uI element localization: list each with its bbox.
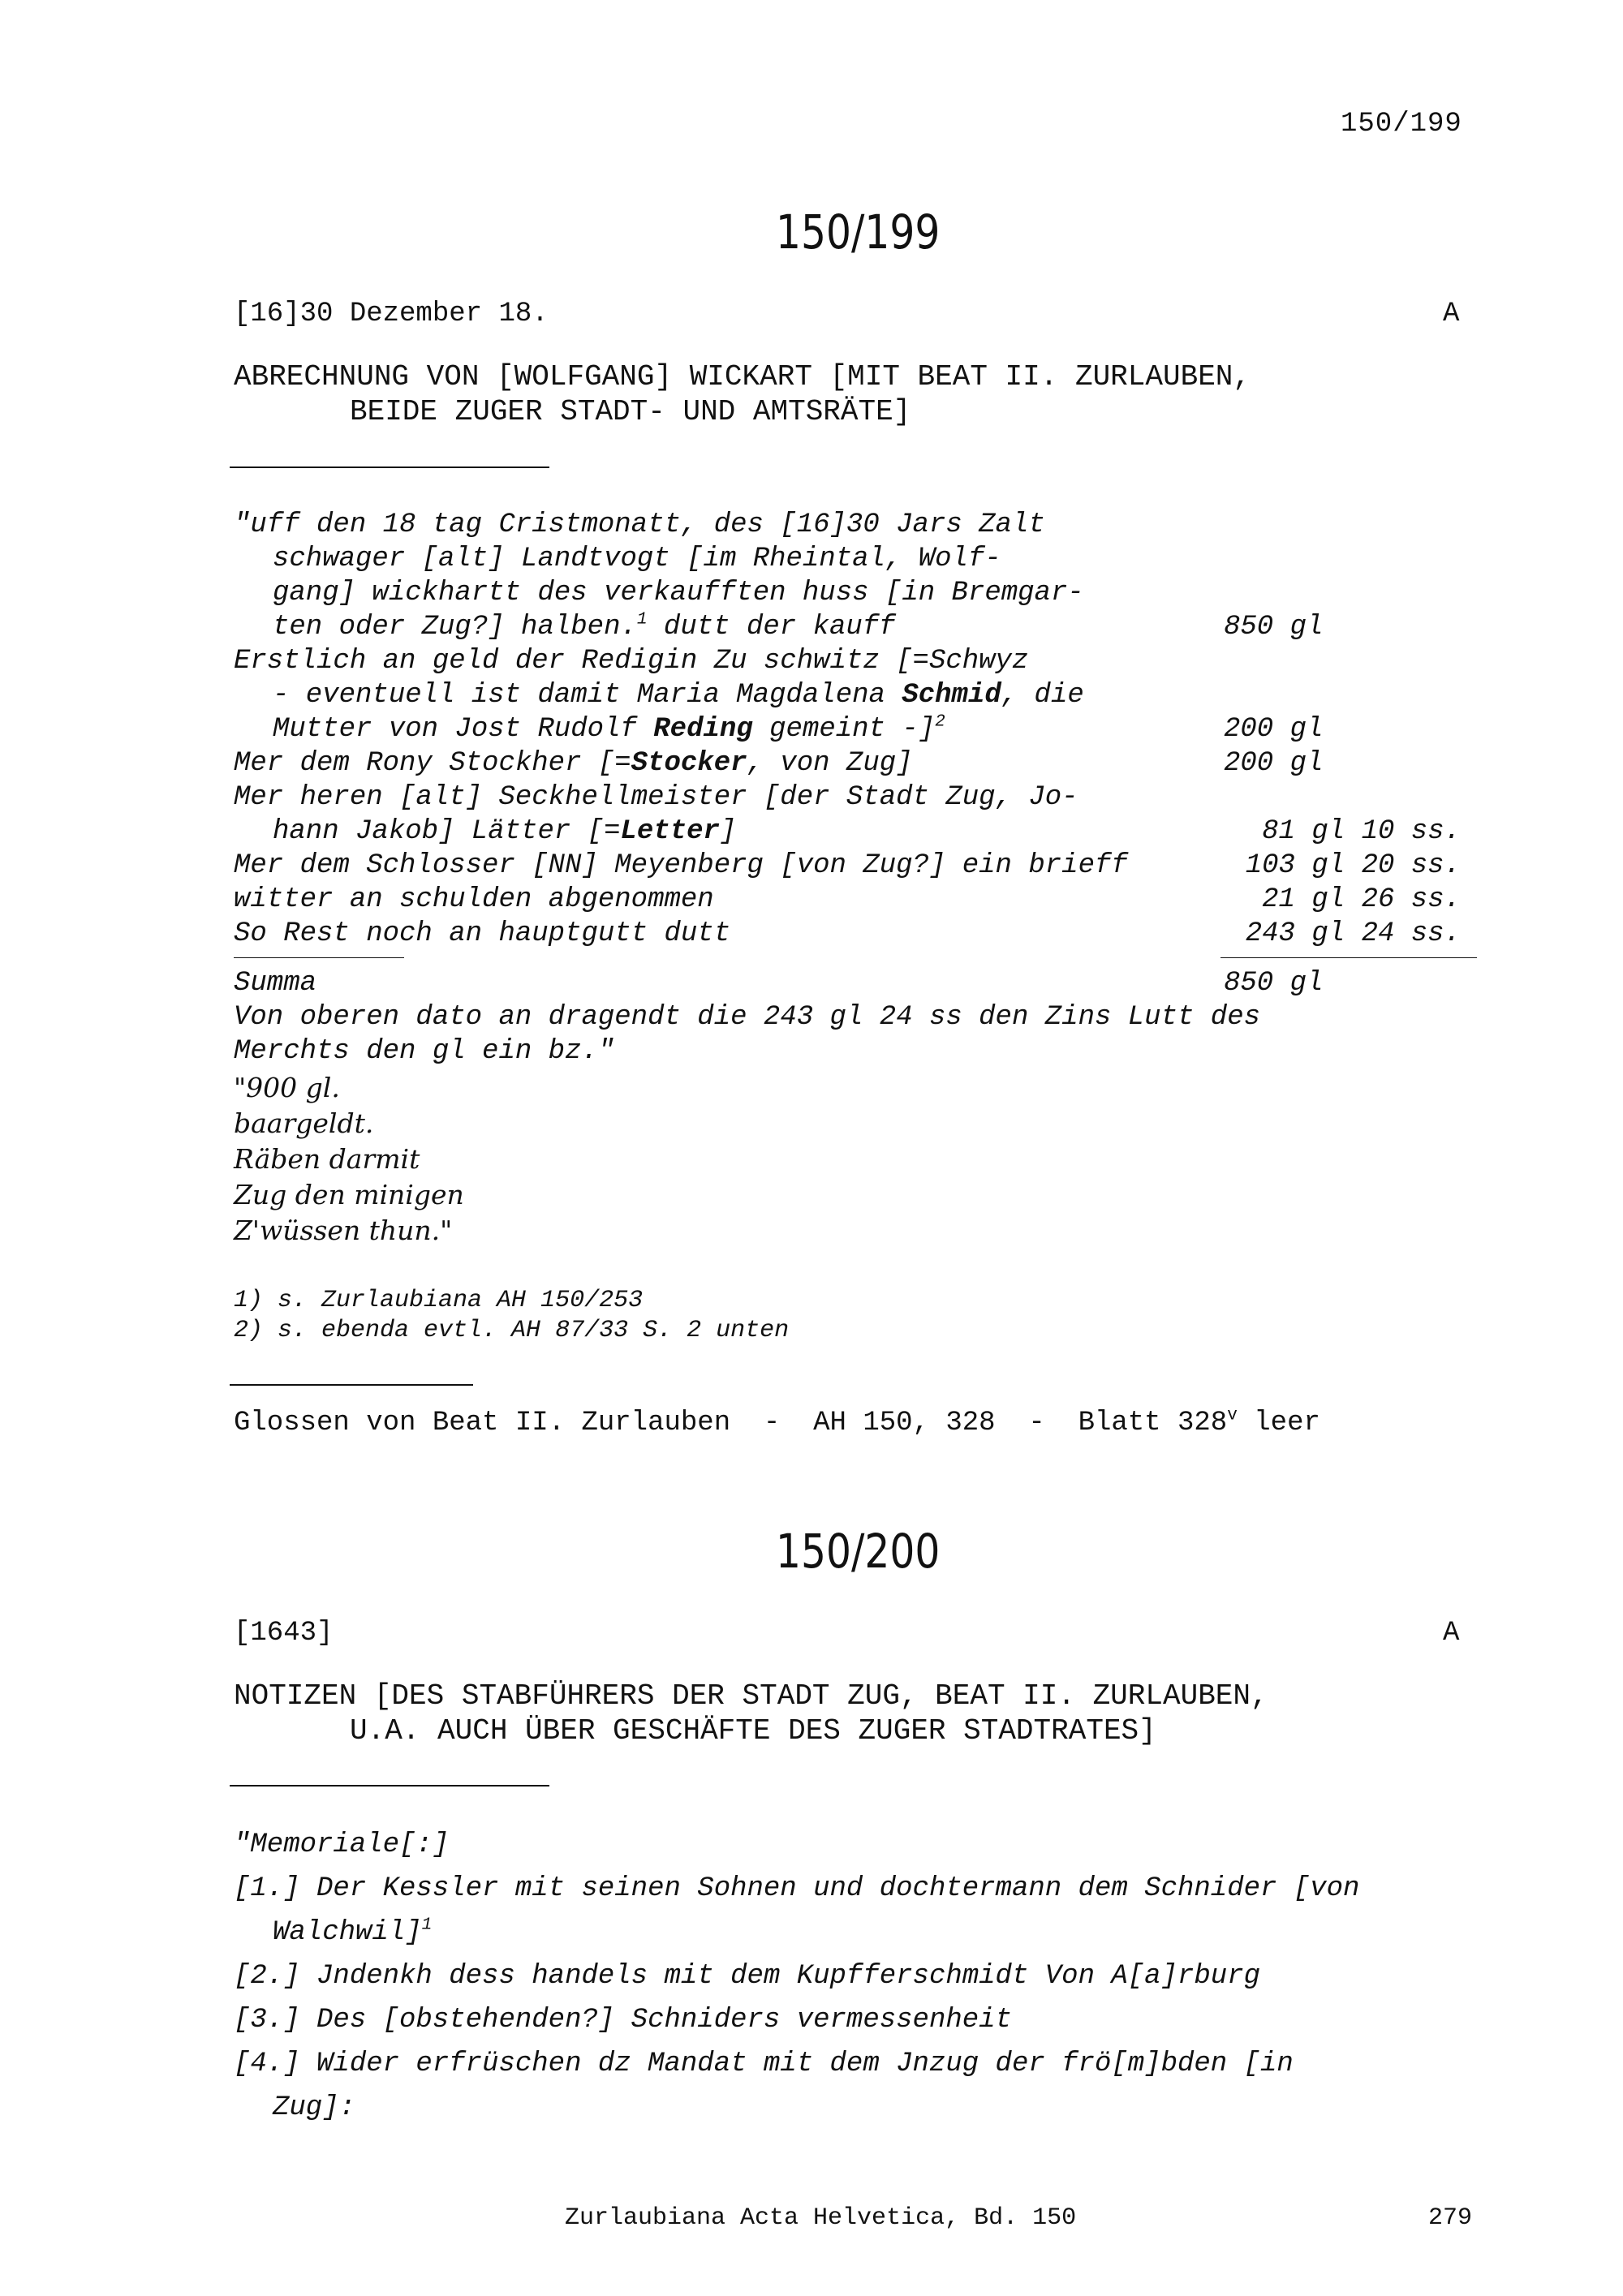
footer-title: Zurlaubiana Acta Helvetica, Bd. 150 bbox=[565, 2204, 1077, 2232]
amount: 850 gl bbox=[1224, 968, 1324, 999]
amount: 200 gl bbox=[1224, 748, 1324, 779]
text-line: ten oder Zug?] halben.$^1$ dutt der kauff bbox=[273, 609, 896, 643]
running-head: 150/199 bbox=[1341, 109, 1462, 140]
text-line: Mutter von Jost Rudolf Reding gemeint -]$^2$ bbox=[273, 712, 945, 745]
amount: 243 gl 24 ss. bbox=[1245, 918, 1461, 949]
entry-title-line-1: NOTIZEN [DES STABFÜHRERS DER STADT ZUG, BEAT II. ZURLAUBEN, bbox=[234, 1679, 1268, 1713]
text-line: Zug]: bbox=[273, 2092, 356, 2123]
amount: 200 gl bbox=[1224, 714, 1324, 745]
footnote: 1) s. Zurlaubiana AH 150/253 bbox=[234, 1287, 644, 1314]
text-line: - eventuell ist damit Maria Magdalena Schmid, die bbox=[273, 680, 1084, 711]
handwritten-line: Räben darmit bbox=[234, 1143, 420, 1175]
text-line: Walchwil]$^1$ bbox=[273, 1915, 433, 1948]
page-number: 279 bbox=[1428, 2204, 1473, 2232]
text-line: [4.] Wider erfrüschen dz Mandat mit dem Jnzug der frö[m]bden [in bbox=[234, 2049, 1294, 2079]
text-line: schwager [alt] Landtvogt [im Rheintal, Wolf- bbox=[273, 544, 1001, 574]
source-note: Glossen von Beat II. Zurlauben - AH 150, 328 - Blatt 328$^v$ leer bbox=[234, 1405, 1320, 1438]
text-line: Von oberen dato an dragendt die 243 gl 24 ss den Zins Lutt des bbox=[234, 1002, 1261, 1033]
text-line: So Rest noch an hauptgutt dutt bbox=[234, 918, 731, 949]
amount: 81 gl 10 ss. bbox=[1262, 816, 1461, 847]
text-line: Mer heren [alt] Seckhellmeister [der Stadt Zug, Jo- bbox=[234, 782, 1078, 813]
amount: 21 gl 26 ss. bbox=[1262, 884, 1461, 915]
text-line: "uff den 18 tag Cristmonatt, des [16]30 Jars Zalt bbox=[234, 510, 1045, 540]
entry-title-line-1: ABRECHNUNG VON [WOLFGANG] WICKART [MIT BEAT II. ZURLAUBEN, bbox=[234, 360, 1251, 393]
text-line: Erstlich an geld der Redigin Zu schwitz [=Schwyz bbox=[234, 646, 1029, 677]
entry-title-line-2: U.A. AUCH ÜBER GESCHÄFTE DES ZUGER STADTRATES] bbox=[350, 1714, 1156, 1748]
entry-number-heading: 150/200 bbox=[776, 1524, 941, 1579]
entry-title-line-2: BEIDE ZUGER STADT- UND AMTSRÄTE] bbox=[350, 395, 911, 428]
entry-date: [16]30 Dezember 18. bbox=[234, 299, 549, 329]
handwritten-line: "900 gl. bbox=[234, 1072, 340, 1103]
text-line: witter an schulden abgenommen bbox=[234, 884, 714, 915]
text-line: gang] wickhartt des verkaufften huss [in Bremgar- bbox=[273, 578, 1084, 608]
text-line: [1.] Der Kessler mit seinen Sohnen und dochtermann dem Schnider [von bbox=[234, 1873, 1360, 1904]
handwritten-line: baargeldt. bbox=[234, 1107, 374, 1139]
section-divider bbox=[230, 1384, 473, 1386]
handwritten-line: Zug den minigen bbox=[234, 1179, 464, 1210]
text-line: [2.] Jndenkh dess handels mit dem Kupfferschmidt Von A[a]rburg bbox=[234, 1961, 1261, 1992]
text-line: [3.] Des [obstehenden?] Schniders vermessenheit bbox=[234, 2005, 1012, 2036]
text-line: "Memoriale[:] bbox=[234, 1829, 450, 1860]
sum-rule bbox=[1220, 957, 1477, 958]
text-line: Mer dem Schlosser [NN] Meyenberg [von Zug?] ein brieff bbox=[234, 850, 1128, 881]
section-divider bbox=[230, 467, 549, 468]
text-line: hann Jakob] Lätter [=Letter] bbox=[273, 816, 737, 847]
text-line: Mer dem Rony Stockher [=Stocker, von Zug] bbox=[234, 748, 913, 779]
entry-number-heading: 150/199 bbox=[776, 204, 941, 260]
text-line: Summa bbox=[234, 968, 317, 999]
amount: 103 gl 20 ss. bbox=[1245, 850, 1461, 881]
text-line: Merchts den gl ein bz." bbox=[234, 1036, 615, 1067]
handwritten-line: Z'wüssen thun." bbox=[234, 1215, 453, 1246]
underline bbox=[234, 957, 404, 958]
entry-date: [1643] bbox=[234, 1618, 334, 1649]
section-divider bbox=[230, 1785, 549, 1786]
archive-code: A bbox=[1443, 299, 1460, 329]
amount: 850 gl bbox=[1224, 612, 1324, 643]
archive-code: A bbox=[1443, 1618, 1460, 1649]
footnote: 2) s. ebenda evtl. AH 87/33 S. 2 unten bbox=[234, 1317, 790, 1344]
